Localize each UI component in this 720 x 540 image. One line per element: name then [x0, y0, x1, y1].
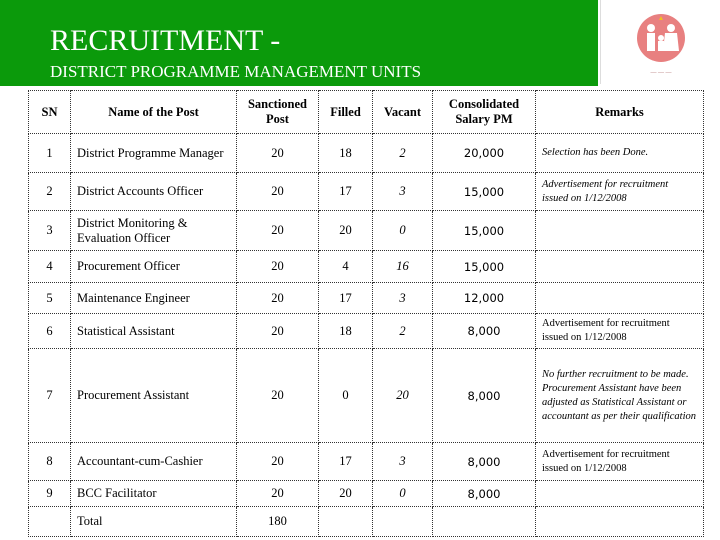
cell-vacant: 0 [373, 211, 433, 251]
table-row [29, 134, 704, 173]
cell-remarks [536, 481, 704, 507]
cell-name: District Monitoring & Evaluation Officer [71, 211, 237, 251]
cell-name: Procurement Officer [71, 251, 237, 283]
cell-sanctioned: 20 [237, 251, 319, 283]
table-row [29, 314, 704, 349]
cell-salary: 8,000 [433, 314, 536, 349]
cell-name: District Accounts Officer [71, 173, 237, 211]
total-label: Total [71, 507, 237, 537]
cell-filled: 17 [319, 173, 373, 211]
col-name: Name of the Post [71, 91, 237, 134]
svg-text:— — —: — — — [650, 70, 672, 76]
cell-sn: 1 [29, 134, 71, 173]
cell-name: BCC Facilitator [71, 481, 237, 507]
col-sanctioned: Sanctioned Post [237, 91, 319, 134]
table-row [29, 443, 704, 481]
cell-filled: 20 [319, 211, 373, 251]
cell-sn: 5 [29, 283, 71, 314]
cell-sanctioned: 20 [237, 283, 319, 314]
cell-vacant: 3 [373, 173, 433, 211]
cell-sanctioned: 20 [237, 134, 319, 173]
cell-remarks: No further recruitment to be made. Procurement Assistant have been adjusted as Statistical Assistant or accountant as per their qualification [536, 349, 704, 443]
page-subtitle: DISTRICT PROGRAMME MANAGEMENT UNITS [50, 62, 422, 81]
table-row [29, 173, 704, 211]
cell-vacant: 16 [373, 251, 433, 283]
col-remarks: Remarks [536, 91, 704, 134]
table-row [29, 211, 704, 251]
cell-empty [536, 507, 704, 537]
cell-sn: 7 [29, 349, 71, 443]
recruitment-table [28, 90, 704, 537]
cell-filled: 17 [319, 283, 373, 314]
cell-filled: 18 [319, 314, 373, 349]
cell-empty [373, 507, 433, 537]
header-banner [0, 0, 598, 86]
table-row [29, 283, 704, 314]
nrhm-logo [600, 0, 720, 84]
cell-sanctioned: 20 [237, 211, 319, 251]
col-vacant: Vacant [373, 91, 433, 134]
cell-salary: 8,000 [433, 349, 536, 443]
cell-vacant: 20 [373, 349, 433, 443]
table-header-row [29, 91, 704, 134]
cell-sanctioned: 20 [237, 173, 319, 211]
cell-remarks [536, 251, 704, 283]
col-sn: SN [29, 91, 71, 134]
cell-vacant: 3 [373, 283, 433, 314]
table-row [29, 481, 704, 507]
cell-empty [29, 507, 71, 537]
cell-remarks: Selection has been Done. [536, 134, 704, 173]
cell-filled: 0 [319, 349, 373, 443]
cell-sanctioned: 20 [237, 349, 319, 443]
cell-sn: 8 [29, 443, 71, 481]
cell-salary: 15,000 [433, 251, 536, 283]
table-row [29, 349, 704, 443]
cell-filled: 18 [319, 134, 373, 173]
cell-sanctioned: 20 [237, 443, 319, 481]
cell-salary: 15,000 [433, 211, 536, 251]
cell-salary: 8,000 [433, 481, 536, 507]
cell-salary: 20,000 [433, 134, 536, 173]
page-title: RECRUITMENT - [50, 24, 281, 57]
cell-remarks: Advertisement for recruitment issued on 1/12/2008 [536, 443, 704, 481]
cell-sn: 2 [29, 173, 71, 211]
cell-empty [433, 507, 536, 537]
cell-salary: 15,000 [433, 173, 536, 211]
cell-vacant: 3 [373, 443, 433, 481]
cell-sn: 4 [29, 251, 71, 283]
cell-sanctioned: 20 [237, 481, 319, 507]
cell-salary: 8,000 [433, 443, 536, 481]
col-filled: Filled [319, 91, 373, 134]
cell-sn: 9 [29, 481, 71, 507]
cell-vacant: 0 [373, 481, 433, 507]
family-logo-icon [601, 0, 720, 84]
cell-remarks [536, 211, 704, 251]
cell-name: Statistical Assistant [71, 314, 237, 349]
cell-name: District Programme Manager [71, 134, 237, 173]
cell-filled: 4 [319, 251, 373, 283]
cell-empty [319, 507, 373, 537]
cell-name: Maintenance Engineer [71, 283, 237, 314]
cell-filled: 20 [319, 481, 373, 507]
total-sanctioned: 180 [237, 507, 319, 537]
cell-vacant: 2 [373, 314, 433, 349]
cell-remarks: Advertisement for recruitment issued on 1/12/2008 [536, 173, 704, 211]
total-row [29, 507, 704, 537]
cell-name: Accountant-cum-Cashier [71, 443, 237, 481]
col-salary: Consolidated Salary PM [433, 91, 536, 134]
cell-vacant: 2 [373, 134, 433, 173]
cell-remarks [536, 283, 704, 314]
table-row [29, 251, 704, 283]
cell-sn: 3 [29, 211, 71, 251]
cell-sanctioned: 20 [237, 314, 319, 349]
cell-remarks: Advertisement for recruitment issued on 1/12/2008 [536, 314, 704, 349]
cell-sn: 6 [29, 314, 71, 349]
cell-salary: 12,000 [433, 283, 536, 314]
cell-filled: 17 [319, 443, 373, 481]
cell-name: Procurement Assistant [71, 349, 237, 443]
